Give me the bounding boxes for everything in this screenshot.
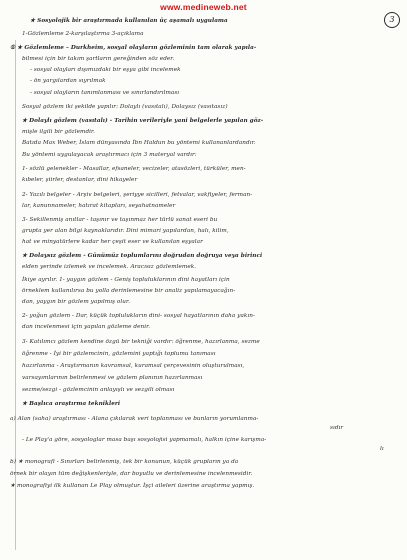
page-number: 3 bbox=[384, 12, 400, 28]
note-line: varsayımlarının belirlenmesi ve gözlem planının hazırlanması bbox=[22, 375, 203, 381]
note-line: örneklem kullanılırsa bu yolla derinlemesine bir analiz yapılamayacağın- bbox=[22, 288, 236, 294]
note-line: Bu yöntemi uygulayacak araştırmacı için 3 materyal vardır: bbox=[22, 152, 197, 158]
note-line: mişle ilgili bir gözlemdir. bbox=[22, 129, 96, 135]
note-line: hazırlanma - Araştırmanın kavramsal, kuramsal çerçevesinin oluşturulması, bbox=[22, 363, 245, 369]
note-line: ① ★ Gözlemleme – Durkheim, sosyal olayların gözleminin tam olarak yapıla- bbox=[10, 45, 257, 51]
note-line: dan, yaygın bir gözlem yapılmış olur. bbox=[22, 299, 130, 305]
note-line: 2- Yazılı belgeler - Arşiv belgeleri, şeriyye sicilleri, fetvalar, vakfiyeler, ferman- bbox=[22, 192, 253, 198]
note-line: hat ve minyatürlere kadar her çeşit eser ve kullanılan eşyalar bbox=[22, 239, 203, 245]
note-line: - Le Play'a göre, sosyologlar masa başı sosyolojisi yapmamalı, halkın içine karışma- bbox=[22, 437, 267, 443]
note-line: lar, kanunnameler, hatırat kitapları, seyahatnameler bbox=[22, 203, 176, 209]
note-line: - ön yargılardan sıyrılmak bbox=[30, 78, 106, 84]
note-line: kıbeler, şiirler, destanlar, dini hikayeler bbox=[22, 177, 138, 183]
note-line: a) Alan (saha) araştırması - Alana çıkılarak veri toplanması ve bunların yorumlanma- bbox=[10, 416, 259, 422]
note-line: b) ★ monografi - Sınırları belirlenmiş, tek bir konunun, küçük grupların ya da bbox=[10, 459, 239, 465]
note-line: ★ Sosyolojik bir araştırmada kullanılan üç aşamalı uygulama bbox=[30, 18, 228, 24]
note-line: - sosyal olayları dışımızdaki bir eşya gibi incelemek bbox=[30, 67, 181, 73]
note-line: 3- Katılımcı gözlem kendine özgü bir tekniği vardır: öğrenme, hazırlanma, sezme bbox=[22, 339, 260, 345]
note-line: 1-Gözlemleme 2-karşılaştırma 3-açıklama bbox=[22, 31, 144, 37]
note-line: ★ Dolaysız gözlem - Günümüz toplumlarını doğrudan doğruya veya birinci bbox=[22, 253, 263, 259]
note-line: bilmesi için bir takım şartların gereğinden söz eder. bbox=[22, 56, 175, 62]
note-line: sezme/sezgi - gözlemcinin anlayışlı ve sezgili olması bbox=[22, 387, 175, 393]
note-line: ★ monografiyi ilk kullanan Le Play olmuştur. İşçi aileleri üzerine araştırma yapmış. bbox=[10, 483, 255, 489]
note-line: ★ Dolaylı gözlem (vasıtalı) - Tarihin verileriyle yani belgelerle yapılan göz- bbox=[22, 118, 264, 124]
note-line: lı bbox=[380, 446, 384, 452]
note-line: örnek bir olayın tüm değişkenleriyle, dar boyutlu ve derinlemesine incelenmesidir. bbox=[10, 471, 253, 477]
note-line: elden yerinde izlemek ve incelemek. Aracısız gözlemlemek. bbox=[22, 264, 197, 270]
note-line: Sosyal gözlem iki şekilde yapılır: Dolaylı (vasıtalı), Dolaysız (vasıtasız) bbox=[22, 104, 228, 110]
note-line: dan incelenmesi için yapılan gözleme denir. bbox=[22, 324, 151, 330]
note-line: Batıda Max Weber, İslam dünyasında İbn Haldun bu yöntemi kullananlardandır. bbox=[22, 140, 256, 146]
note-line: 1- sözlü gelenekler - Masallar, efsaneler, vecizeler, atasözleri, türküler, men- bbox=[22, 166, 246, 172]
note-line: 3- Sekillenmiş anıtlar - taşınır ve taşınmaz her türlü sanat eseri bu bbox=[22, 217, 218, 223]
note-line: öğrenme - İyi bir gözlemcinin, gözlemini yaptığı toplumu tanıması bbox=[22, 351, 216, 357]
note-line: - sosyal olayların tanımlanması ve sınırlandırılması bbox=[30, 90, 180, 96]
note-line: İkiye ayrılır. 1- yaygın gözlem - Geniş topluluklarının dini hayatları için bbox=[22, 277, 230, 283]
note-line: grupta yer alan bilgi kaynaklarıdır. Dini mimari yapılardan, halı, kilim, bbox=[22, 228, 229, 234]
note-line: ★ Başlıca araştırma teknikleri bbox=[22, 401, 121, 407]
note-line: sıdır bbox=[330, 425, 344, 431]
note-line: 2- yoğun gözlem - Dar, küçük toplulukların dini- sosyal hayatlarının daha yakın- bbox=[22, 313, 255, 319]
site-watermark: www.medineweb.net bbox=[160, 2, 247, 12]
